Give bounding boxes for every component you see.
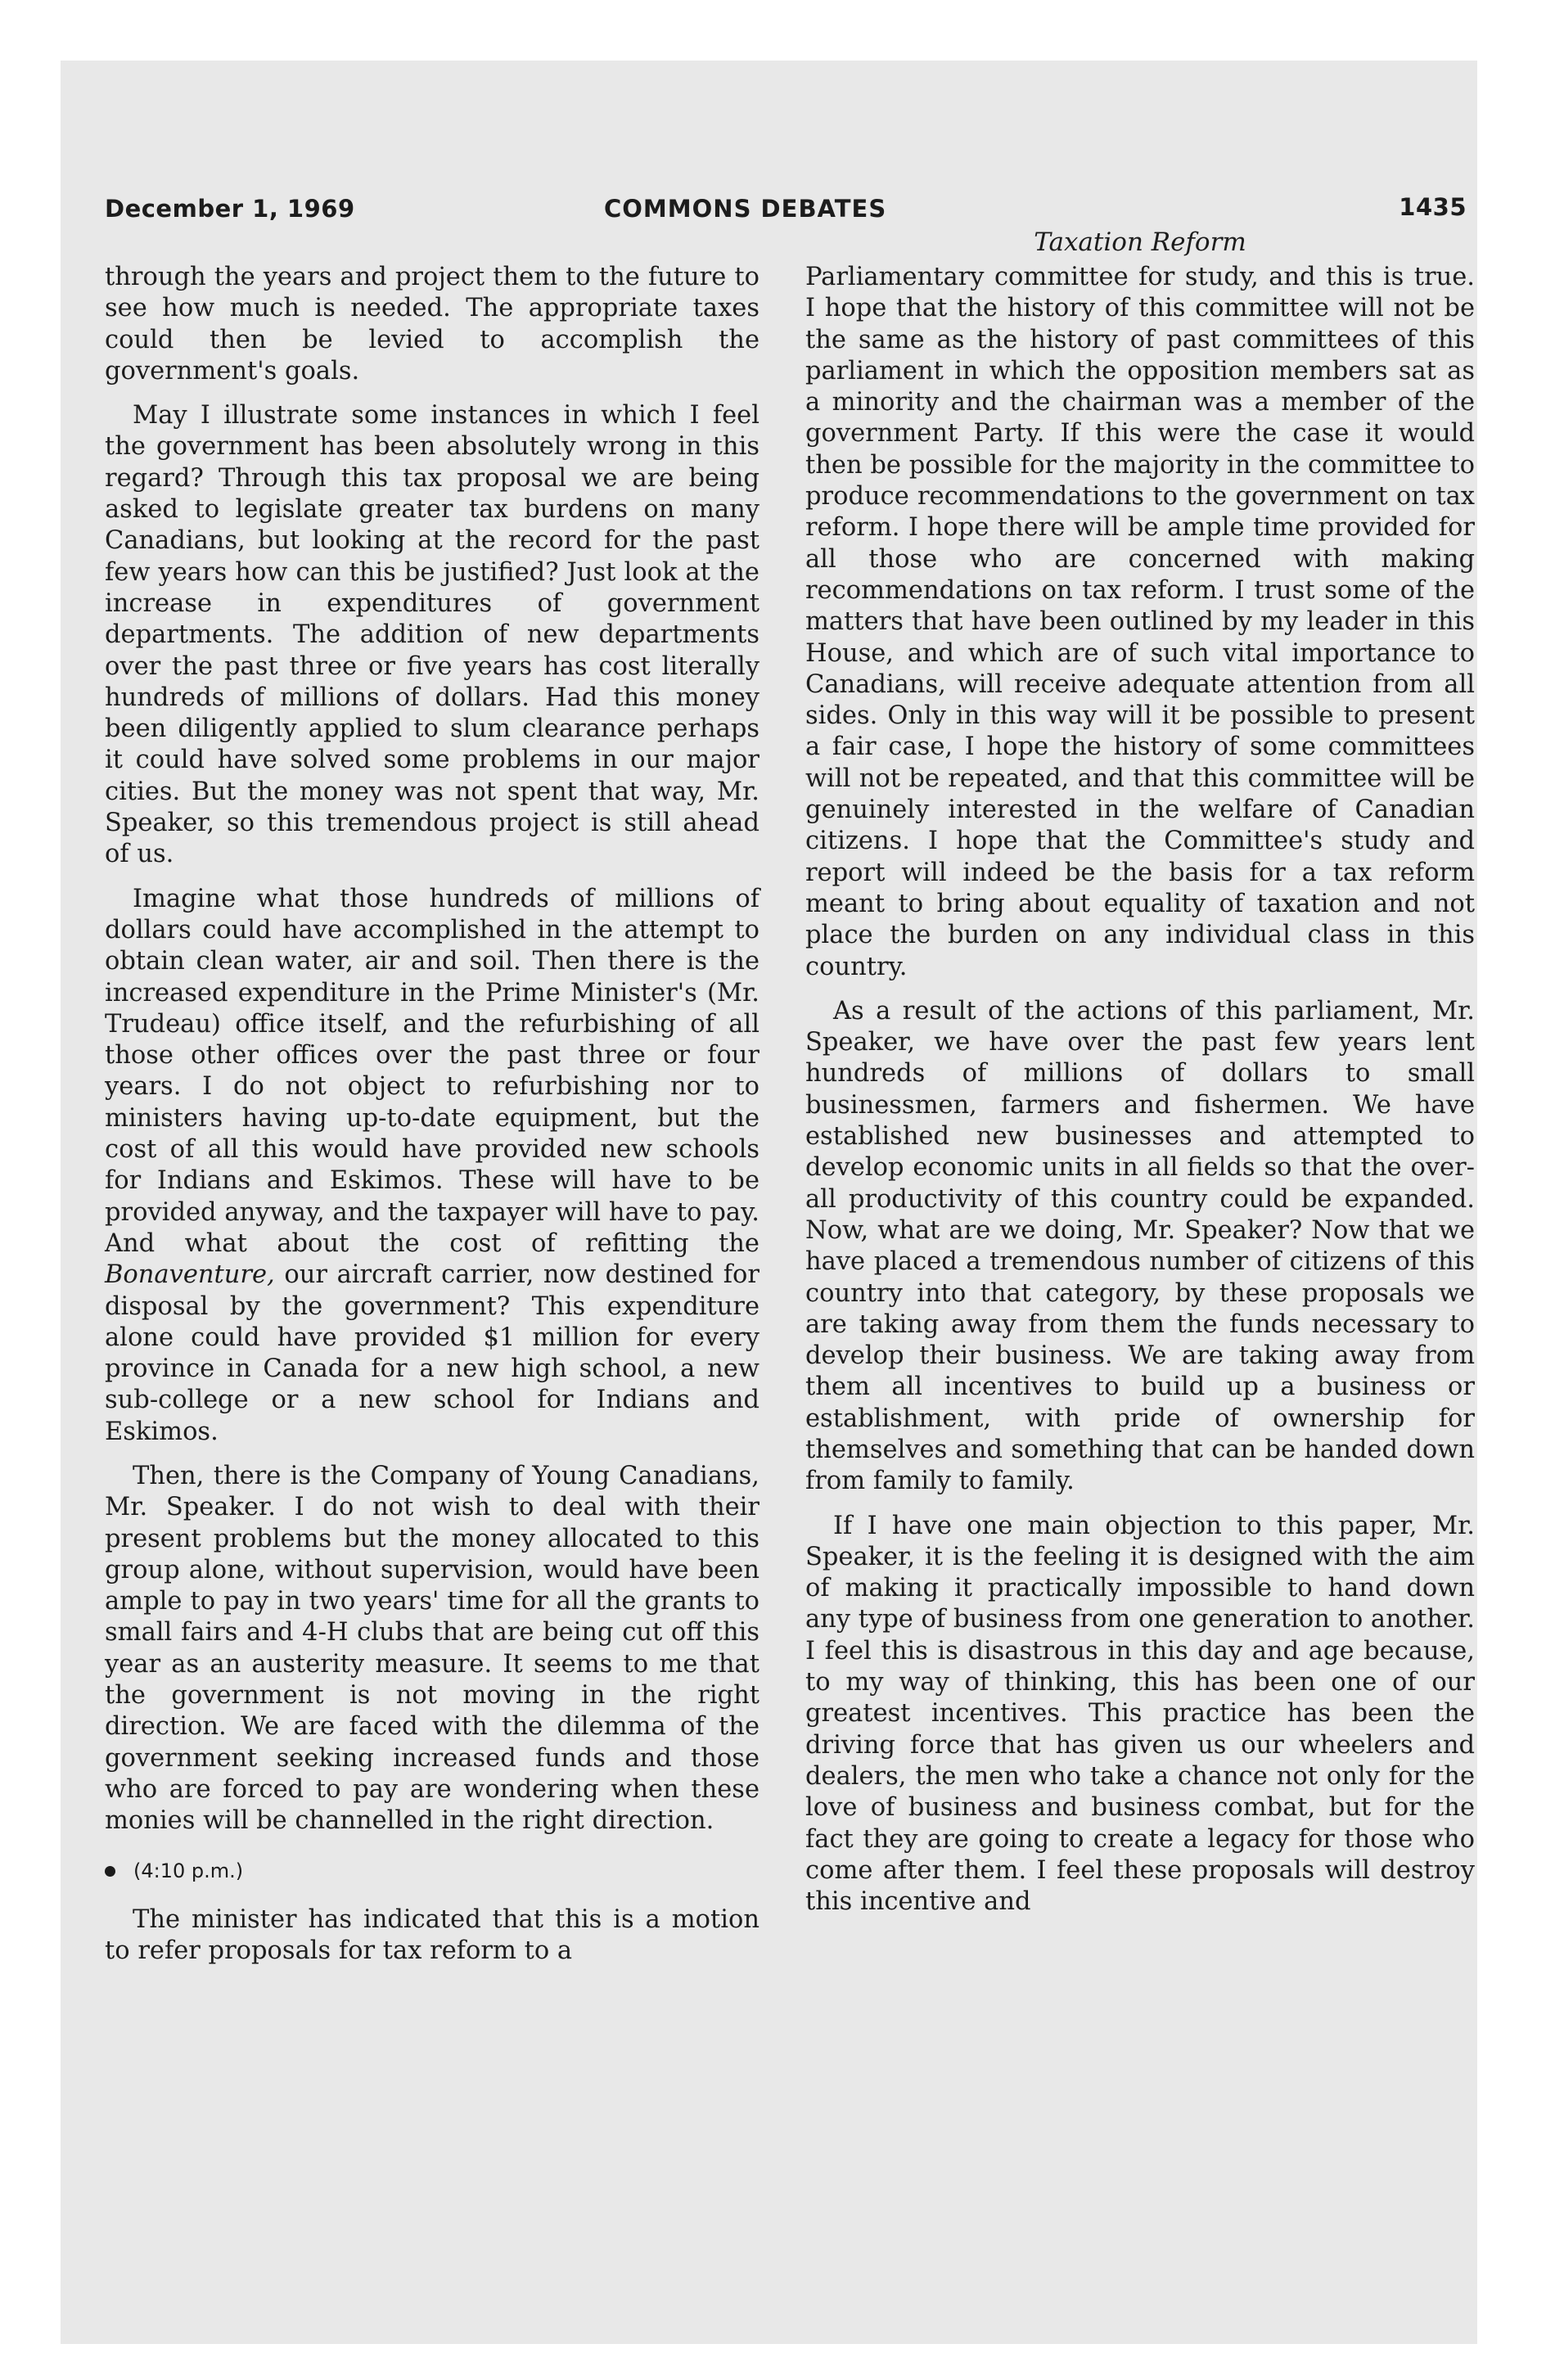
running-head: Taxation Reform	[1034, 228, 1246, 257]
bullet-icon	[105, 1866, 115, 1877]
left-paragraph-3-part-2: our aircraft carrier, now destined for disposal by the government? This expenditure alone could have provided $1 million for every province in Canada for a new high school, a new sub-college or a new school for Indians and Eskimos.	[105, 1260, 759, 1446]
header-date: December 1, 1969	[105, 195, 355, 223]
right-paragraph-2: As a result of the actions of this parliament, Mr. Speaker, we have over the past few years lent hundreds of millions of dollars to small businessmen, farmers and fishermen. We have established new businesses and attempted to develop economic units in all fields so that the over-all productivity of this country could be expanded. Now, what are we doing, Mr. Speaker? Now that we have placed a tremendous number of citizens of this country into that category, by these proposals we are taking away from them the funds necessary to develop their business. We are taking away from them all incentives to build up a business or establishment, with pride of ownership for themselves and something that can be handed down from family to family.	[805, 996, 1475, 1496]
timestamp-marker	[105, 1855, 759, 1886]
left-paragraph-3-part-1: Imagine what those hundreds of millions of dollars could have accomplished in the attempt to obtain clean water, air and soil. Then there is the increased expenditure in the Prime Minister's (Mr. Trudeau) office itself, and the refurbishing of all those other offices over the past three or four years. I do not object to refurbishing nor to ministers having up-to-date equipment, but the cost of all this would have provided new schools for Indians and Eskimos. These will have to be provided anyway, and the taxpayer will have to pay. And what about the cost of refitting the	[105, 884, 759, 1258]
document-page	[105, 187, 1475, 1966]
ship-name-italic: Bonaventure,	[105, 1260, 275, 1290]
left-paragraph-1: through the years and project them to the future to see how much is needed. The appropriate taxes could then be levied to accomplish the government's goals.	[105, 263, 759, 385]
left-column	[105, 262, 759, 1980]
right-column	[805, 226, 1475, 1931]
left-paragraph-3	[105, 884, 759, 1448]
left-paragraph-5: The minister has indicated that this is a motion to refer proposals for tax reform to a	[105, 1904, 759, 1966]
header-publication: COMMONS DEBATES	[604, 195, 887, 223]
header-page-number: 1435	[1399, 193, 1467, 221]
right-paragraph-1: Parliamentary committee for study, and this is true. I hope that the history of this committee will not be the same as the history of past committees of this parliament in which the opposition members sat as a minority and the chairman was a member of the government Party. If this were the case it would then be possible for the majority in the committee to produce recommendations to the government on tax reform. I hope there will be ample time provided for all those who are concerned with making recommendations on tax reform. I trust some of the matters that have been outlined by my leader in this House, and which are of such vital importance to Canadians, will receive adequate attention from all sides. Only in this way will it be possible to present a fair case, I hope the history of some committees will not be repeated, and that this committee will be genuinely interested in the welfare of Canadian citizens. I hope that the Committee's study and report will indeed be the basis for a tax reform meant to bring about equality of taxation and not place the burden on any individual class in this country.	[805, 263, 1475, 981]
timestamp-text: (4:10 p.m.)	[133, 1859, 244, 1882]
left-paragraph-4: Then, there is the Company of Young Canadians, Mr. Speaker. I do not wish to deal with their present problems but the money allocated to this group alone, without supervision, would have been ample to pay in two years' time for all the grants to small fairs and 4-H clubs that are being cut off this year as an austerity measure. It seems to me that the government is not moving in the right direction. We are faced with the dilemma of the government seeking increased funds and those who are forced to pay are wondering when these monies will be channelled in the right direction.	[105, 1461, 759, 1836]
right-paragraph-3: If I have one main objection to this paper, Mr. Speaker, it is the feeling it is designed with the aim of making it practically impossible to hand down any type of business from one generation to another. I feel this is disastrous in this day and age because, to my way of thinking, this has been one of our greatest incentives. This practice has been the driving force that has given us our wheelers and dealers, the men who take a chance not only for the love of business and business combat, but for the fact they are going to create a legacy for those who come after them. I feel these proposals will destroy this incentive and	[805, 1511, 1475, 1917]
left-paragraph-2: May I illustrate some instances in which I feel the government has been absolutely wrong in this regard? Through this tax proposal we are being asked to legislate greater tax burdens on many Canadians, but looking at the record for the past few years how can this be justified? Just look at the increase in expenditures of government departments. The addition of new departments over the past three or five years has cost literally hundreds of millions of dollars. Had this money been diligently applied to slum clearance perhaps it could have solved some problems in our major cities. But the money was not spent that way, Mr. Speaker, so this tremendous project is still ahead of us.	[105, 401, 759, 869]
